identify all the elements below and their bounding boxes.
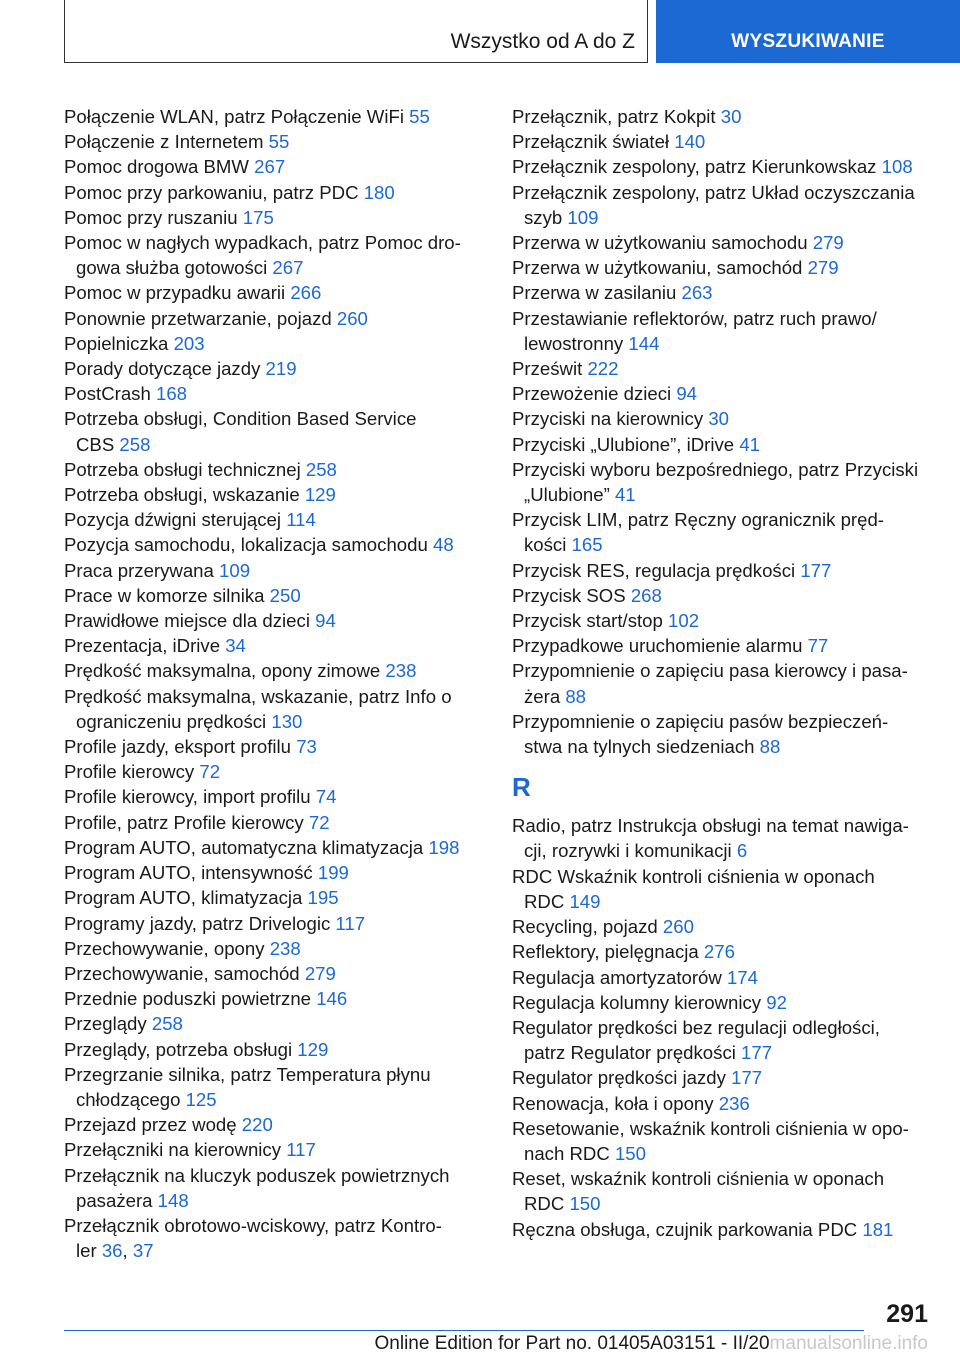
index-term: Przednie poduszki powietrzne (64, 988, 312, 1010)
index-entry (64, 205, 476, 230)
page-link[interactable]: 168 (155, 383, 188, 405)
index-entry (512, 306, 932, 356)
index-term: gowa służba gotowości (76, 257, 268, 279)
index-term: Przewożenie dzieci (512, 383, 672, 405)
index-entry (512, 1166, 932, 1216)
page-link[interactable]: 94 (315, 610, 336, 632)
section-title: Wszystko od A do Z (450, 30, 635, 53)
page-link[interactable]: 260 (662, 916, 694, 938)
index-term: Przeglądy (64, 1013, 147, 1035)
page-link[interactable]: 34 (225, 635, 246, 657)
index-entry (64, 608, 476, 633)
index-term: „Ulubione” (524, 484, 610, 506)
index-term: Przypadkowe uruchomienie alarmu (512, 635, 803, 657)
page-link[interactable]: 144 (628, 332, 660, 354)
index-entry (64, 1037, 476, 1062)
page-link[interactable]: 150 (614, 1142, 646, 1164)
page-link[interactable]: 108 (881, 156, 913, 178)
page-link[interactable]: 238 (385, 660, 417, 682)
page-link[interactable]: 181 (862, 1218, 894, 1240)
index-entry (512, 104, 932, 129)
page-link[interactable]: 198 (428, 836, 460, 858)
page-link[interactable]: 48 (432, 534, 454, 556)
index-term: Regulacja amortyzatorów (512, 966, 722, 988)
index-term: Przełącznik na kluczyk poduszek powietrznych (64, 1164, 450, 1186)
index-term: Prędkość maksymalna, wskazanie, patrz Info o (64, 685, 452, 707)
index-term: Renowacja, koła i opony (512, 1092, 714, 1114)
index-term: Przerwa w zasilaniu (512, 282, 677, 304)
page-link[interactable]: 102 (668, 610, 700, 632)
page-link[interactable]: 260 (336, 307, 368, 329)
page-link[interactable]: 41 (739, 433, 760, 455)
page-link[interactable]: 36 (101, 1240, 123, 1262)
page-link[interactable]: 276 (703, 941, 735, 963)
page-link[interactable]: 195 (307, 887, 339, 909)
index-term: Pozycja samochodu, lokalizacja samochodu (64, 534, 428, 556)
page-link[interactable]: 30 (720, 106, 742, 127)
index-term: Przypomnienie o zapięciu pasów bezpieczeń- (512, 710, 889, 732)
page-link[interactable]: 263 (681, 282, 713, 304)
index-term: Prezentacja, iDrive (64, 635, 221, 657)
page-link[interactable]: 258 (151, 1013, 183, 1035)
page-link[interactable]: 177 (731, 1067, 763, 1089)
index-entry (64, 104, 476, 129)
index-term: Programy jazdy, patrz Drivelogic (64, 912, 331, 934)
index-entry (64, 583, 476, 608)
index-term: kości (524, 534, 567, 556)
page-link[interactable]: 109 (219, 559, 251, 581)
page-link[interactable]: 149 (569, 890, 601, 912)
index-term: Przycisk RES, regulacja prędkości (512, 559, 796, 581)
index-term: Reflektory, pielęgnacja (512, 941, 699, 963)
index-term: Przechowywanie, samochód (64, 962, 300, 984)
index-term: Przerwa w użytkowaniu, samochód (512, 257, 803, 279)
index-term: Przeglądy, potrzeba obsługi (64, 1038, 293, 1060)
index-entry (64, 280, 476, 305)
index-entry (64, 180, 476, 205)
index-term: Profile kierowcy (64, 761, 195, 783)
index-term: Przyciski wyboru bezpośredniego, patrz Przyciski (512, 458, 919, 480)
index-term: Pomoc w nagłych wypadkach, patrz Pomoc dro- (64, 232, 461, 254)
index-entry (64, 1112, 476, 1137)
page-link[interactable]: 130 (271, 710, 303, 732)
page-link[interactable]: 268 (630, 584, 662, 606)
index-term: Potrzeba obsługi, Condition Based Service (64, 408, 417, 430)
index-term: Pomoc w przypadku awarii (64, 282, 286, 304)
index-entry (512, 280, 932, 305)
index-entry (64, 1163, 476, 1213)
page-link[interactable]: 238 (269, 937, 301, 959)
index-term: chłodzącego (76, 1088, 181, 1110)
page-link[interactable]: 175 (242, 206, 274, 228)
index-entry (64, 835, 476, 860)
index-term: lewostronny (524, 332, 624, 354)
page-link[interactable]: 199 (317, 862, 349, 884)
index-entry (512, 965, 932, 990)
index-entry (512, 990, 932, 1015)
page-link[interactable]: 222 (587, 358, 619, 380)
index-entry (512, 608, 932, 633)
index-entry (64, 482, 476, 507)
page-link[interactable]: 180 (363, 181, 395, 203)
index-entry (512, 180, 932, 230)
index-entry (64, 558, 476, 583)
index-term: Przełącznik zespolony, patrz Układ oczyszczania (512, 181, 915, 203)
index-term: Prace w komorze silnika (64, 584, 265, 606)
index-term: Przełącznik obrotowo-wciskowy, patrz Kontro- (64, 1214, 442, 1236)
footer-watermark: manualsonline.info (769, 1333, 928, 1354)
page-link[interactable]: 177 (800, 559, 832, 581)
index-term: Praca przerywana (64, 559, 214, 581)
index-entry (512, 381, 932, 406)
index-term: Przycisk SOS (512, 584, 626, 606)
index-entry (512, 558, 932, 583)
index-entry (64, 507, 476, 532)
index-term: Reset, wskaźnik kontroli ciśnienia w oponach (512, 1168, 885, 1190)
index-entry (512, 1065, 932, 1090)
index-term: żera (524, 685, 561, 707)
index-term: nach RDC (524, 1142, 610, 1164)
index-term: Profile kierowcy, import profilu (64, 786, 311, 808)
index-term: ograniczeniu prędkości (76, 710, 267, 732)
index-entry (64, 356, 476, 381)
footer-divider (64, 1330, 864, 1331)
index-term: Przełącznik, patrz Kokpit (512, 106, 716, 127)
index-entry (64, 911, 476, 936)
page-link[interactable]: 114 (286, 509, 316, 531)
index-term: Pomoc przy ruszaniu (64, 206, 238, 228)
index-entry (512, 230, 932, 255)
page-link[interactable]: 55 (268, 131, 290, 153)
index-entry (512, 1217, 932, 1242)
index-entry (512, 507, 932, 557)
page-link[interactable]: 72 (199, 761, 221, 783)
index-term: Program AUTO, klimatyzacja (64, 887, 303, 909)
footer-edition-text: Online Edition for Part no. 01405A03151 - II/20 (374, 1333, 770, 1354)
index-entry (64, 784, 476, 809)
index-term: Przechowywanie, opony (64, 937, 265, 959)
index-term: patrz Regulator prędkości (524, 1042, 736, 1064)
index-entry: Przełącznik obrotowo-wciskowy, patrz Kontro- ler 36, 37 (64, 1214, 442, 1262)
index-term: Potrzeba obsługi technicznej (64, 458, 301, 480)
footer-edition (375, 1333, 929, 1355)
index-entry (64, 331, 476, 356)
page-link[interactable]: 74 (315, 786, 337, 808)
index-entry (512, 1116, 932, 1166)
page-link[interactable]: 129 (297, 1038, 329, 1060)
index-entry (64, 154, 476, 179)
page-link[interactable]: 125 (185, 1088, 217, 1110)
index-column-left (64, 104, 476, 1263)
index-term: RDC Wskaźnik kontroli ciśnienia w oponach (512, 865, 875, 887)
index-term: Program AUTO, intensywność (64, 862, 313, 884)
index-term: cji, rozrywki i komunikacji (524, 840, 732, 862)
page-link[interactable]: 279 (812, 232, 844, 254)
index-term: PostCrash (64, 383, 151, 405)
page-link[interactable]: 203 (173, 332, 205, 354)
index-entry (64, 633, 476, 658)
index-entry (64, 406, 476, 456)
search-button[interactable] (656, 0, 960, 63)
index-term: RDC (524, 1193, 565, 1215)
index-entry (64, 658, 476, 683)
page-link[interactable]: 174 (726, 966, 758, 988)
index-entry (512, 813, 932, 863)
index-term: Połączenie WLAN, patrz Połączenie WiFi (64, 106, 404, 127)
page-link[interactable]: 165 (571, 534, 603, 556)
index-entry (64, 1011, 476, 1036)
index-term: Pomoc drogowa BMW (64, 156, 249, 178)
page-link[interactable]: 279 (304, 962, 336, 984)
index-term: Profile, patrz Profile kierowcy (64, 811, 304, 833)
index-entry (512, 457, 932, 507)
index-term: Przyciski na kierownicy (512, 408, 704, 430)
index-entry (512, 1015, 932, 1065)
page-link[interactable]: 220 (241, 1114, 273, 1136)
page-link[interactable]: 236 (718, 1092, 750, 1114)
index-entry (512, 129, 932, 154)
index-entry (512, 154, 932, 179)
index-term: Połączenie z Internetem (64, 131, 264, 153)
index-entry (64, 230, 476, 280)
index-entry (512, 864, 932, 914)
page-link[interactable]: 129 (304, 484, 336, 506)
index-entry (512, 356, 932, 381)
page-link[interactable]: 266 (290, 282, 322, 304)
index-entry (64, 1137, 476, 1162)
index-term: Przejazd przez wodę (64, 1114, 237, 1136)
header-title-box (64, 0, 648, 63)
page-link[interactable]: 92 (766, 991, 787, 1013)
page-link[interactable]: 148 (157, 1189, 189, 1211)
index-entry (512, 583, 932, 608)
index-term: Prześwit (512, 358, 583, 380)
page-link[interactable]: 88 (759, 736, 781, 758)
search-button-label: WYSZUKIWANIE (731, 31, 885, 52)
index-entry (512, 432, 932, 457)
index-term: Przełącznik świateł (512, 131, 670, 153)
index-term: Przełączniki na kierownicy (64, 1139, 282, 1161)
index-term: Potrzeba obsługi, wskazanie (64, 484, 300, 506)
index-entry (64, 457, 476, 482)
page-link[interactable]: 117 (335, 912, 366, 934)
index-entry (512, 633, 932, 658)
index-term: Porady dotyczące jazdy (64, 358, 261, 380)
page-link[interactable]: 117 (286, 1139, 316, 1161)
index-term: RDC (524, 890, 565, 912)
index-term: Resetowanie, wskaźnik kontroli ciśnienia w opo- (512, 1117, 909, 1139)
section-letter: R (512, 772, 531, 803)
page-number: 291 (886, 1300, 928, 1328)
index-term: Pozycja dźwigni sterującej (64, 509, 282, 531)
index-entry (64, 986, 476, 1011)
index-term: ler (76, 1240, 97, 1262)
index-term: szyb (524, 206, 563, 228)
index-entry (64, 532, 476, 557)
index-term: Profile jazdy, eksport profilu (64, 736, 292, 758)
index-entry (64, 810, 476, 835)
index-term: CBS (76, 433, 115, 455)
index-term: Regulator prędkości bez regulacji odległości, (512, 1016, 880, 1038)
page-link[interactable]: 30 (708, 408, 730, 430)
page-link[interactable]: 267 (272, 257, 304, 279)
index-column-right (512, 104, 932, 1242)
page-link[interactable]: 37 (132, 1240, 154, 1262)
index-entry (64, 936, 476, 961)
page-link[interactable]: 72 (308, 811, 330, 833)
index-entry (64, 306, 476, 331)
index-term: Przypomnienie o zapięciu pasa kierowcy i pasa- (512, 660, 908, 682)
index-term: Regulator prędkości jazdy (512, 1067, 726, 1089)
page-link[interactable]: 41 (614, 484, 636, 506)
index-term: Radio, patrz Instrukcja obsługi na temat nawiga- (512, 815, 909, 837)
page-link[interactable]: 140 (674, 131, 706, 153)
page-link[interactable]: 77 (807, 635, 829, 657)
index-entry (512, 709, 932, 759)
index-term: Przegrzanie silnika, patrz Temperatura płynu (64, 1063, 431, 1085)
index-term: Ręczna obsługa, czujnik parkowania PDC (512, 1218, 858, 1240)
index-entry (64, 381, 476, 406)
index-entry (512, 939, 932, 964)
index-term: Przełącznik zespolony, patrz Kierunkowskaz (512, 156, 877, 178)
page-link[interactable]: 258 (119, 433, 151, 455)
index-entry (512, 658, 932, 708)
index-entry (64, 1062, 476, 1112)
index-term: Przyciski „Ulubione”, iDrive (512, 433, 735, 455)
index-entry (512, 255, 932, 280)
index-entry (64, 759, 476, 784)
index-entry (64, 961, 476, 986)
page-link[interactable]: 258 (305, 458, 337, 480)
page-link[interactable]: 250 (269, 584, 301, 606)
index-entry (512, 406, 932, 431)
page-link[interactable]: 267 (254, 156, 286, 178)
index-term: Prędkość maksymalna, opony zimowe (64, 660, 381, 682)
index-entry (64, 860, 476, 885)
index-entry (64, 734, 476, 759)
index-entry (512, 1091, 932, 1116)
index-term: Recycling, pojazd (512, 916, 658, 938)
page-link[interactable]: 6 (736, 840, 748, 862)
index-term: pasażera (76, 1189, 153, 1211)
page-link[interactable]: 219 (265, 358, 297, 380)
index-entry (512, 914, 932, 939)
index-term: Przycisk start/stop (512, 610, 663, 632)
index-entry (64, 684, 476, 734)
page-link[interactable]: 109 (567, 206, 599, 228)
index-term: stwa na tylnych siedzeniach (524, 736, 755, 758)
page-link[interactable]: 55 (409, 106, 430, 127)
page-link[interactable]: 150 (569, 1193, 601, 1215)
index-term: Ponownie przetwarzanie, pojazd (64, 307, 332, 329)
index-term: Program AUTO, automatyczna klimatyzacja (64, 836, 424, 858)
index-term: Przycisk LIM, patrz Ręczny ogranicznik pręd- (512, 509, 884, 531)
index-entry (64, 885, 476, 910)
index-term: Regulacja kolumny kierownicy (512, 991, 762, 1013)
page-link[interactable]: 177 (741, 1042, 773, 1064)
index-term: Pomoc przy parkowaniu, patrz PDC (64, 181, 359, 203)
page-link[interactable]: 88 (565, 685, 587, 707)
index-entry (64, 129, 476, 154)
page-link[interactable]: 146 (316, 988, 348, 1010)
page-link[interactable]: 73 (296, 736, 317, 758)
index-term: Przestawianie reflektorów, patrz ruch prawo/ (512, 307, 877, 329)
index-term: Popielniczka (64, 332, 169, 354)
index-term: Przerwa w użytkowaniu samochodu (512, 232, 808, 254)
page-link[interactable]: 94 (676, 383, 698, 405)
page-link[interactable]: 279 (807, 257, 839, 279)
index-term: Prawidłowe miejsce dla dzieci (64, 610, 310, 632)
